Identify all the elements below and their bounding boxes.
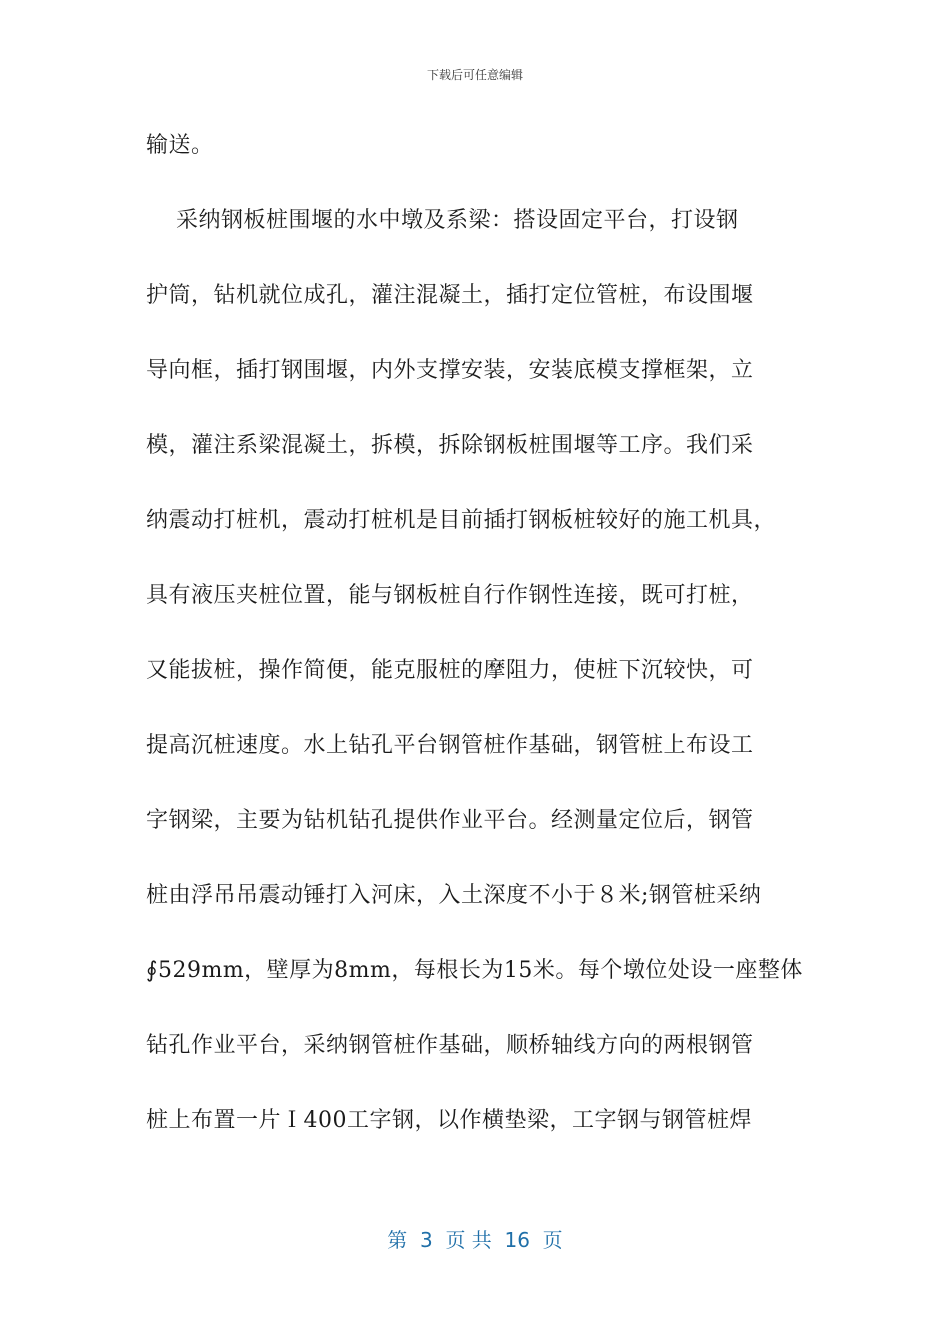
- text-line: 具有液压夹桩位置，能与钢板桩自行作钢性连接，既可打桩，: [146, 583, 754, 608]
- text-line: 提高沉桩速度。水上钻孔平台钢管桩作基础，钢管桩上布设工: [146, 733, 754, 758]
- text-line: 模，灌注系梁混凝土，拆模，拆除钢板桩围堰等工序。我们采: [146, 433, 754, 458]
- text-line: 导向框，插打钢围堰，内外支撑安装，安装底模支撑框架，立: [146, 358, 754, 383]
- text-line: ∮529mm，壁厚为8mm，每根长为15米。每个墩位处设一座整体: [146, 958, 803, 983]
- text-line: 又能拔桩，操作简便，能克服桩的摩阻力，使桩下沉较快，可: [146, 658, 754, 683]
- text-line: 输送。: [146, 133, 214, 158]
- text-line: 采纳钢板桩围堰的水中墩及系梁：搭设固定平台，打设钢: [146, 208, 739, 233]
- page-number-footer: 第 3 页 共 16 页: [387, 1228, 563, 1252]
- document-body: [146, 126, 816, 1176]
- text-line: 桩由浮吊吊震动锤打入河床，入土深度不小于８米;钢管桩采纳: [146, 883, 762, 908]
- text-line: 纳震动打桩机，震动打桩机是目前插打钢板桩较好的施工机具，: [146, 508, 777, 533]
- header-note: 下载后可任意编辑: [426, 68, 523, 82]
- text-line: 桩上布置一片Ｉ400工字钢，以作横垫梁，工字钢与钢管桩焊: [146, 1108, 752, 1133]
- text-line: 字钢梁，主要为钻机钻孔提供作业平台。经测量定位后，钢管: [146, 808, 754, 833]
- text-line: 护筒，钻机就位成孔，灌注混凝土，插打定位管桩，布设围堰: [146, 283, 754, 308]
- text-line: 钻孔作业平台，采纳钢管桩作基础，顺桥轴线方向的两根钢管: [146, 1033, 754, 1058]
